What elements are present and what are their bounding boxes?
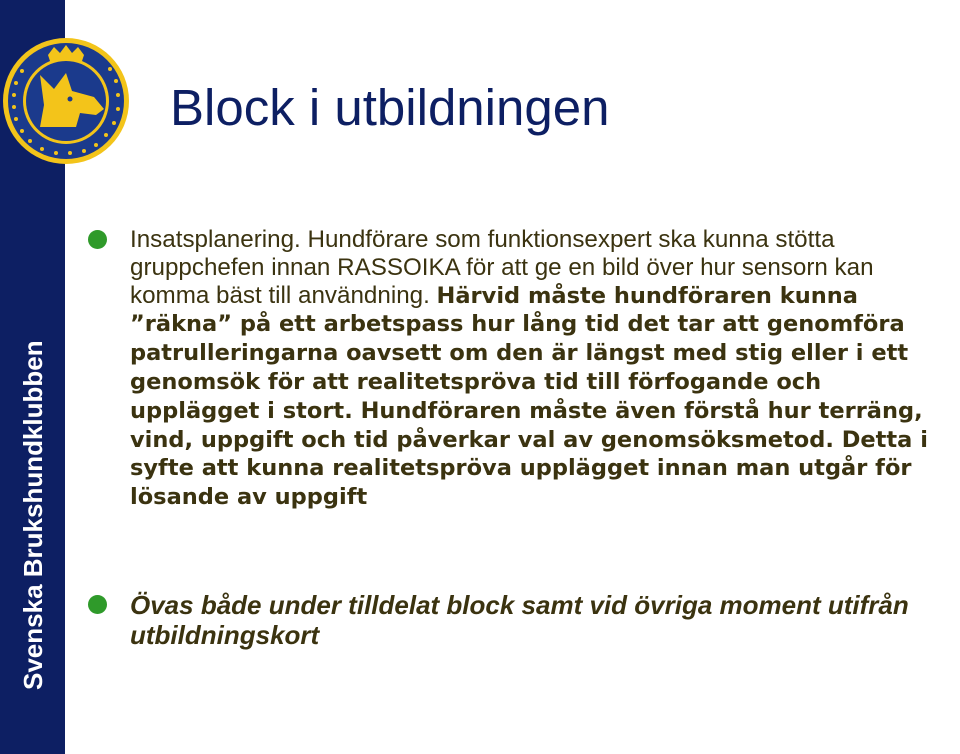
- bullet-text-2: Övas både under tilldelat block samt vid övriga moment utifrån utbildningskort: [130, 590, 909, 650]
- bullet-dot: [88, 595, 107, 614]
- bullet-text-1-lead: Insatsplanering. Hundförare som funktionsexpert ska kunna stötta gruppchefen innan RASSOIKA för att ge en bild över hur sensorn kan komma bäst till användning.: [130, 226, 874, 309]
- dog-head-seal-icon: [0, 35, 132, 167]
- slide-title: Block i utbildningen: [170, 79, 610, 136]
- organization-name: Svenska Brukshundklubben: [18, 340, 48, 690]
- bullet-text-1-rest: Härvid måste hundföraren kunna ”räkna” på ett arbetspass hur lång tid det tar att genomföra patrulleringarna oavsett om den är längst med stig eller i ett genomsök för att realitetspröva tid till förfogande och upplägget i stort. Hundföraren måste även förstå hur terräng, vind, uppgift och tid påverkar val av genomsöksmetod. Detta i syfte att kunna realitetspröva upplägget innan man utgår för lösande av uppgift: [130, 282, 928, 511]
- bullet-text-1: [130, 226, 954, 512]
- bullet-dot: [88, 230, 107, 249]
